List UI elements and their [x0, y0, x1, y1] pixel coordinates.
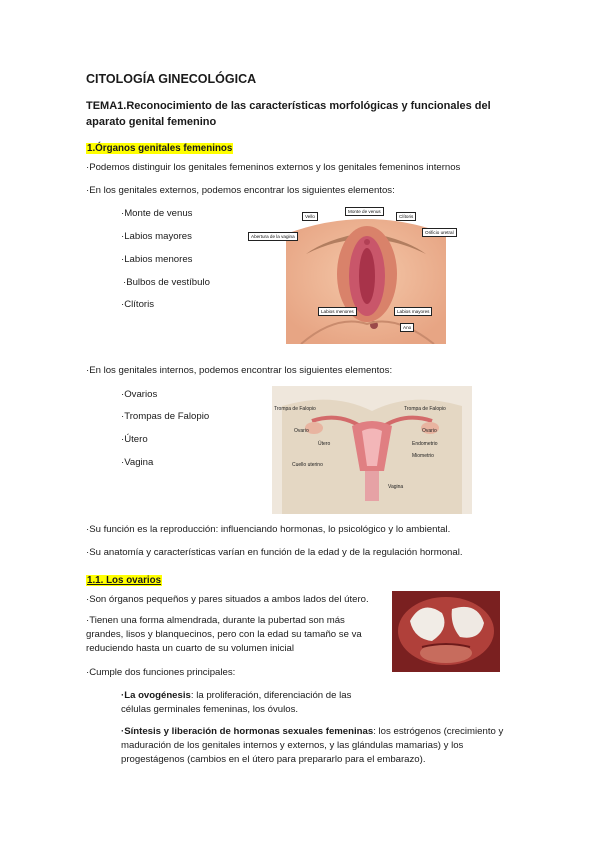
list-item: ·Monte de venus	[121, 208, 193, 219]
internal-genitalia-figure	[272, 386, 472, 514]
paragraph: ·Podemos distinguir los genitales femeninos externos y los genitales femeninos internos	[86, 162, 461, 173]
document-title: CITOLOGÍA GINECOLÓGICA	[86, 72, 257, 86]
figure-label: Ano	[400, 323, 414, 332]
external-genitalia-illustration	[246, 204, 488, 344]
figure-label: Vagina	[388, 484, 404, 490]
list-item: ·Útero	[121, 434, 148, 445]
list-item: ·Trompas de Falopio	[121, 411, 210, 422]
figure-label: Abertura de la vagina	[248, 232, 298, 241]
figure-label: Labios menores	[318, 307, 357, 316]
paragraph: ·En los genitales externos, podemos encontrar los siguientes elementos:	[86, 185, 395, 196]
ovary-photo-image	[392, 591, 500, 672]
figure-label: Ovario	[422, 428, 437, 434]
list-item: ·Bulbos de vestíbulo	[123, 277, 210, 288]
figure-label: Clítoris	[396, 212, 416, 221]
external-genitalia-figure	[246, 204, 488, 344]
list-item: ·Ovarios	[121, 389, 158, 400]
figure-label: Monte de venus	[345, 207, 384, 216]
function-item: ·La ovogénesis: la proliferación, diferenciación de las células germinales femeninas, los óvulos.	[121, 690, 352, 715]
section-heading-1: 1.Órganos genitales femeninos	[87, 143, 233, 154]
topic-heading: TEMA1.Reconocimiento de las características morfológicas y funcionales del aparato genital femenino	[86, 100, 491, 128]
ovary-photo	[392, 591, 500, 672]
figure-label: Miometrio	[412, 453, 434, 459]
figure-label: Orificio uretral	[422, 228, 457, 237]
figure-label: Trompa de Falopio	[274, 406, 316, 412]
paragraph: ·Su anatomía y características varían en función de la edad y de la regulación hormonal.	[86, 547, 463, 558]
figure-label: Trompa de Falopio	[404, 406, 446, 412]
figure-label: Endometrio	[412, 441, 438, 447]
function-item: ·Síntesis y liberación de hormonas sexuales femeninas: los estrógenos (crecimiento y maduración de los genitales internos y externos, y las glándulas mamarias) y los progestágenos (cambios en el útero para prepararlo para el embarazo).	[121, 726, 504, 765]
figure-label: Labios mayores	[394, 307, 432, 316]
paragraph: ·En los genitales internos, podemos encontrar los siguientes elementos:	[86, 365, 393, 376]
list-item: ·Clítoris	[121, 299, 155, 310]
list-item: ·Labios mayores	[121, 231, 192, 242]
section-heading-1-1: 1.1. Los ovarios	[87, 575, 162, 586]
figure-label: Útero	[318, 441, 331, 447]
paragraph: ·Cumple dos funciones principales:	[86, 667, 236, 678]
paragraph: ·Su función es la reproducción: influenciando hormonas, lo psicológico y lo ambiental.	[86, 524, 451, 535]
figure-label: Vello	[302, 212, 318, 221]
figure-label: Cuello uterino	[292, 462, 323, 468]
paragraph: ·Son órganos pequeños y pares situados a ambos lados del útero.	[86, 594, 369, 605]
list-item: ·Labios menores	[121, 254, 193, 265]
paragraph: ·Tienen una forma almendrada, durante la pubertad son más grandes, lisos y blanquecinos, pero con la edad su tamaño se va reduciendo hasta un cuarto de su volumen inicial	[86, 615, 362, 654]
figure-label: Ovario	[294, 428, 309, 434]
list-item: ·Vagina	[121, 457, 154, 468]
